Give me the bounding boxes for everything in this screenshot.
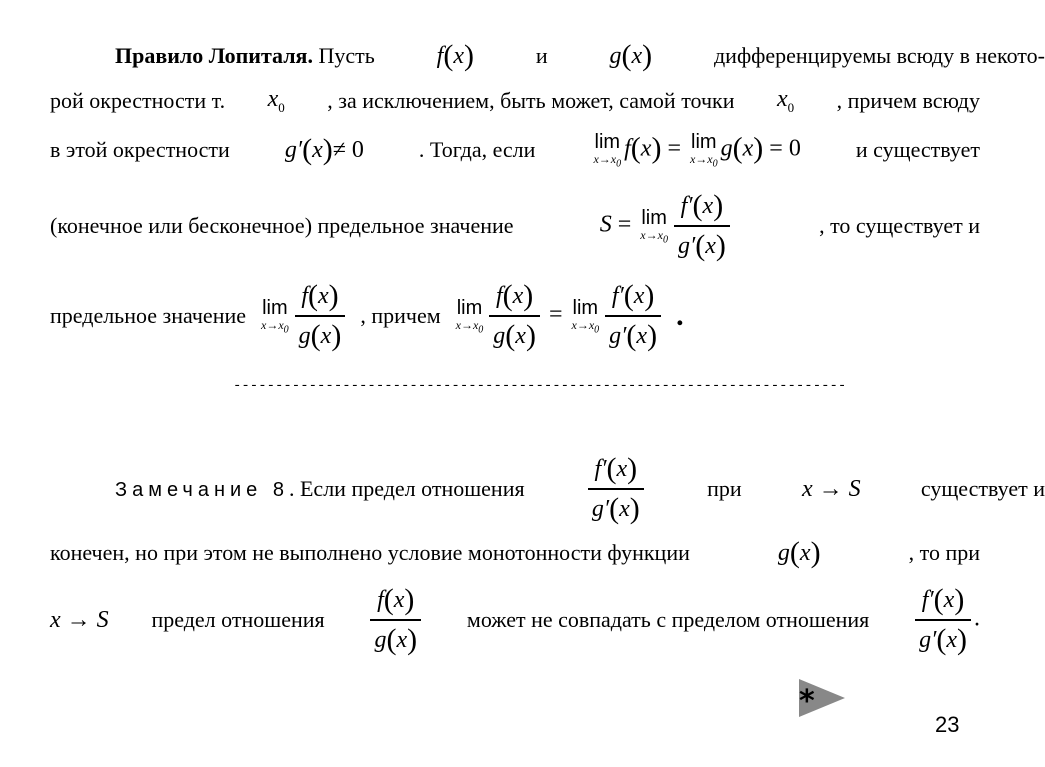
rule-text: , причем [360, 303, 441, 328]
remark-text: предел отношения [151, 607, 325, 632]
rule-text: и существует [855, 137, 980, 162]
rule-text: дифференцируемы всюду в некото- [713, 43, 1045, 68]
formula-fprime-over-gprime: $\frac{f'(x)}{g'(x)}$ [585, 452, 647, 526]
formula-lim-f-over-g: lim $x\to x_0$ $\frac{f(x)}{g(x)}$ [258, 279, 348, 353]
rule-line-5 [50, 276, 980, 356]
formula-x0: $x_0$ [267, 86, 285, 115]
rule-text: (конечное или бесконечное) предельное значение [50, 213, 514, 238]
next-arrow-star-icon [797, 677, 847, 719]
remark-line-2 [50, 534, 980, 572]
remark-text: . Если предел отношения [288, 476, 525, 501]
rule-line-1 [50, 38, 1045, 74]
remark-text: конечен, но при этом не выполнено условие монотонности функции [50, 540, 690, 565]
remark-end-period: . [973, 605, 980, 632]
rule-text: , за исключением, быть может, самой точки [327, 88, 735, 113]
remark-label: Замечание 8 [115, 479, 289, 501]
rule-title: Правило Лопиталя. [115, 43, 313, 68]
remark-line-1 [50, 452, 1045, 526]
formula-g-x: g(x) [609, 39, 653, 72]
rule-text: , то существует и [819, 213, 980, 238]
rule-and: и [535, 43, 548, 68]
formula-lhopital-equality: lim $x\to x_0$ $\frac{f(x)}{g(x)}$ = lim $x\to x_0$ $\frac{f'(x)}{g'(x)}$ [453, 279, 664, 353]
formula-S-def: S = lim $x\to x_0$ $\frac{f'(x)}{g'(x)}$ [600, 189, 733, 263]
rule-text: в этой окрестности [50, 137, 230, 162]
formula-g-x: g(x) [777, 536, 821, 569]
remark-text: при [707, 476, 742, 501]
formula-f-x: f(x) [436, 39, 474, 72]
rule-text: Пусть [318, 43, 375, 68]
formula-gprime-neq-0: g′(x)≠ 0 [284, 133, 364, 166]
rule-line-2 [50, 84, 980, 118]
formula-fprime-over-gprime: $\frac{f'(x)}{g'(x)}$ . [912, 583, 980, 657]
formula-lim-f-eq-lim-g: lim $x\to x_0$ f(x) = lim $x\to x_0$ g(x) = 0 [593, 130, 801, 170]
formula-x-to-S: x → S [801, 475, 861, 502]
formula-x-to-S: x → S [50, 606, 109, 633]
formula-f-over-g: $\frac{f(x)}{g(x)}$ [367, 583, 424, 657]
rule-text: . Тогда, если [418, 137, 536, 162]
formula-x0: $x_0$ [776, 86, 795, 115]
rule-text: , причем всюду [836, 88, 980, 113]
remark-text: может не совпадать с пределом отношения [466, 607, 870, 632]
separator-line: ------------------------------------------------------------------------- [233, 378, 847, 394]
svg-text:*: * [799, 684, 815, 719]
page-number: 23 [935, 712, 960, 737]
remark-text: существует и [920, 476, 1045, 501]
next-slide-button[interactable] [797, 677, 847, 719]
rule-line-4 [50, 188, 980, 264]
rule-line-3 [50, 124, 980, 176]
rule-end-period: . [676, 299, 684, 332]
rule-text: рой окрестности т. [50, 88, 226, 113]
remark-text: , то при [908, 540, 980, 565]
rule-text: предельное значение [50, 303, 247, 328]
remark-line-3 [50, 582, 980, 658]
